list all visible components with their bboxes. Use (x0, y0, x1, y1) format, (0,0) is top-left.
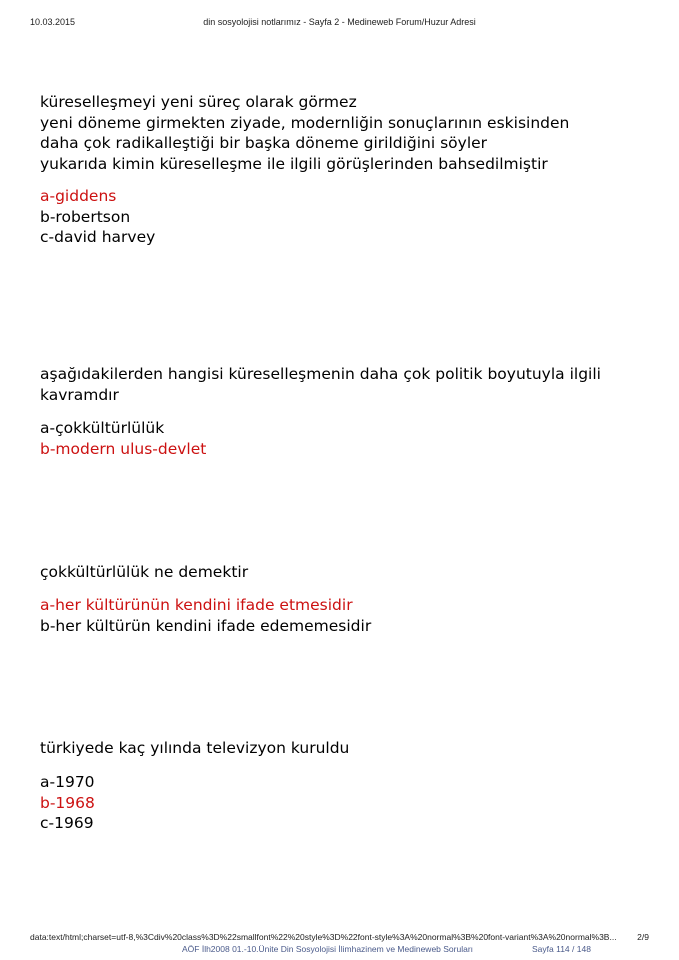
question-line: türkiyede kaç yılında televizyon kuruldu (40, 739, 350, 757)
print-date: 10.03.2015 (30, 17, 76, 27)
question-1 (40, 92, 569, 174)
question-line: yukarıda kimin küreselleşme ile ilgili görüşlerinden bahsedilmiştir (40, 154, 548, 173)
footer-url: data:text/html;charset=utf-8,%3Cdiv%20class%3D%22smallfont%22%20style%3D%22font-style%3A%20normal%3B%20font-variant%3A%20normal%3B... (30, 932, 617, 942)
correct-option: b-modern ulus-devlet (40, 439, 207, 458)
correct-option: a-giddens (40, 187, 117, 205)
option: b-her kültürün kendini ifade edememesidir (40, 616, 372, 635)
footer-source: AÖF İlh2008 01.-10.Ünite Din Sosyolojisi İlimhazinem ve Medineweb Soruları (182, 944, 474, 954)
question-line: aşağıdakilerden hangisi küreselleşmenin daha çok politik boyutuyla ilgili (40, 365, 601, 383)
question-line: çokkültürlülük ne demektir (40, 563, 249, 581)
options-4 (40, 772, 95, 834)
question-line: küreselleşmeyi yeni süreç olarak görmez (40, 93, 357, 111)
option: c-david harvey (40, 228, 156, 246)
question-3 (40, 562, 248, 583)
option: a-1970 (40, 773, 95, 791)
footer-page-number: 2/9 (637, 932, 649, 942)
question-2 (40, 364, 601, 405)
option: a-çokkültürlülük (40, 419, 165, 437)
options-3 (40, 595, 371, 636)
question-4 (40, 738, 349, 759)
options-2 (40, 418, 206, 459)
option: b-robertson (40, 207, 131, 226)
options-1 (40, 186, 155, 248)
question-line: kavramdır (40, 385, 119, 404)
question-line: yeni döneme girmekten ziyade, modernliğin sonuçlarının eskisinden (40, 113, 570, 132)
correct-option: a-her kültürünün kendini ifade etmesidir (40, 596, 353, 614)
correct-option: b-1968 (40, 793, 95, 812)
footer-source-page: Sayfa 114 / 148 (532, 944, 591, 954)
page-title: din sosyolojisi notlarımız - Sayfa 2 - Medineweb Forum/Huzur Adresi (203, 17, 476, 27)
option: c-1969 (40, 814, 94, 832)
question-line: daha çok radikalleştiği bir başka döneme girildiğini söyler (40, 134, 488, 152)
